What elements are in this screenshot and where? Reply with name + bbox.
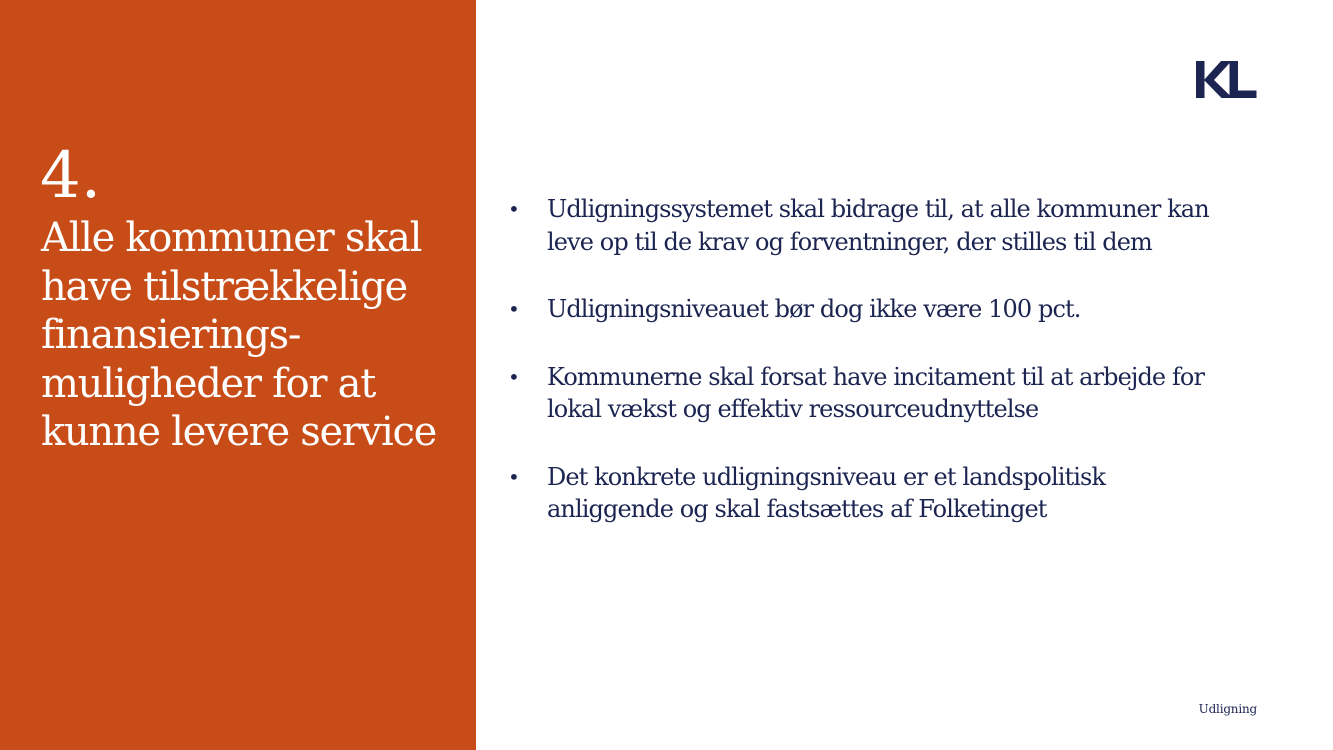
bullet-item: [508, 193, 1228, 258]
bullet-item: [508, 361, 1228, 426]
kl-logo: [1194, 60, 1258, 100]
bullet-text: Det konkrete udligningsniveau er et landspolitisk anliggende og skal fastsættes af Folketinget: [547, 462, 1106, 523]
bullet-text: Udligningsniveauet bør dog ikke være 100 pct.: [547, 295, 1081, 323]
bullet-marker: •: [508, 197, 519, 221]
section-number: 4.: [40, 139, 102, 213]
bullet-item: [508, 293, 1228, 326]
bullet-item: [508, 461, 1228, 526]
bullet-list: [508, 193, 1228, 526]
bullet-marker: •: [508, 364, 519, 389]
footer-label: Udligning: [1198, 702, 1257, 716]
bullet-marker: •: [508, 464, 519, 489]
bullet-text: Udligningssystemet skal bidrage til, at alle kommuner kan leve op til de krav og forventninger, der stilles til dem: [547, 195, 1209, 256]
title-panel: [0, 0, 476, 750]
bullet-marker: •: [508, 297, 519, 321]
bullet-text: Kommunerne skal forsat have incitament til at arbejde for lokal vækst og effektiv ressourceudnyttelse: [547, 362, 1205, 423]
slide-title: Alle kommuner skal have tilstrækkelige finansierings- muligheder for at kunne levere service: [41, 215, 436, 455]
